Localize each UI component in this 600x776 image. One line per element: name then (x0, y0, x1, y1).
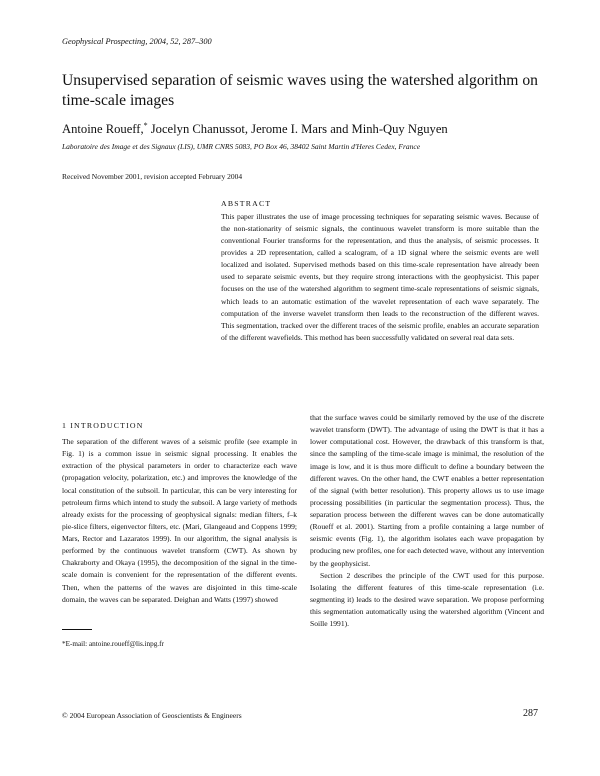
section-heading-introduction: 1 INTRODUCTION (62, 421, 144, 430)
abstract-heading: ABSTRACT (221, 199, 272, 208)
journal-citation: Geophysical Prospecting, 2004, 52, 287–300 (62, 37, 212, 46)
paper-title: Unsupervised separation of seismic waves using the watershed algorithm on time-scale images (62, 72, 538, 109)
other-authors: Jocelyn Chanussot, Jerome I. Mars and Minh-Quy Nguyen (147, 122, 448, 137)
page-number: 287 (523, 708, 538, 719)
author-list (62, 121, 448, 137)
affiliation: Laboratoire des Image et des Signaux (LIS), UMR CNRS 5083, PO Box 46, 38402 Saint Martin d'Heres Cedex, France (62, 142, 421, 151)
introduction-column-right (310, 412, 544, 630)
copyright-line: © 2004 European Association of Geoscientists & Engineers (62, 711, 242, 720)
received-dates: Received November 2001, revision accepted February 2004 (62, 172, 243, 181)
introduction-paragraph: Section 2 describes the principle of the CWT used for this purpose. Isolating the different features of this time-scale representation (i.e. segmenting it) leads to the desired wave separation. We propose performing this segmentation automatically using the watershed algorithm (Vincent and Soille 1991). (310, 570, 544, 629)
footnote-email: *E-mail: antoine.roueff@lis.inpg.fr (62, 640, 164, 648)
first-author: Antoine Roueff, (62, 122, 144, 137)
introduction-paragraph: that the surface waves could be similarly removed by the use of the discrete wavelet transform (DWT). The advantage of using the DWT is that it has a lower computational cost. However, the drawback of this transform is that, since the sampling of the time-scale image is minimal, the resolution of the image is low, and it is thus more difficult to define a boundary between the different waves. On the other hand, the CWT enables a better representation of the signal (with better resolution). This property allows us to use image processing possibilities (in particular the segmentation process). Thus, the separation process between the different waves can be done automatically (Roueff et al. 2001). Starting from a profile containing a large number of seismic events (Fig. 1), the algorithm isolates each wave propagation by producing new profiles, one for each detected wave, without any intervention by the geophysicist. (310, 413, 544, 568)
introduction-column-left: The separation of the different waves of a seismic profile (see example in Fig. 1) is a common issue in seismic signal processing. It enables the extraction of the physical parameters in order to characterize each wave (propagation velocity, polarization, etc.) and improves the knowledge of the local constitution of the subsoil. In particular, this can be very interesting for petroleum firms which intend to study the subsoil. A large variety of methods already exists for the processing of geophysical signals: median filters, f–k pie-slice filters, eigenvector filters, etc. (Mari, Glangeaud and Coppens 1999; Mars, Rector and Lazaratos 1999). In our algorithm, the signal analysis is performed by the continuous wavelet transform (CWT). As shown by Chakraborty and Okaya (1995), the decomposition of the signal in the time-scale domain is convenient for the representation of the different events. Then, when the patterns of the waves are disjointed in this time-scale domain, the waves can be separated. Deighan and Watts (1997) showed (62, 437, 297, 604)
corresponding-author-mark: * (143, 121, 148, 130)
abstract-body: This paper illustrates the use of image processing techniques for separating seismic waves. Because of the non-stationarity of seismic signals, the continuous wavelet transform is more suitable than the conventional Fourier transforms for the representation, and thus the analysis, of seismic processes. It provides a 2D representation, called a scalogram, of a 1D signal where the seismic events are well localized and isolated. Supervised methods based on this time-scale representation have already been used to separate seismic events, but they require strong interactions with the geophysicist. This paper focuses on the use of the watershed algorithm to segment time-scale representations of seismic signals, which leads to an automatic estimation of the wavelet representation of each wave separately. The computation of the inverse wavelet transform then leads to the reconstruction of the different waves. This segmentation, tracked over the different traces of the seismic profile, enables an accurate separation of the different wavefields. This method has been successfully validated on several real data sets. (221, 212, 539, 342)
footnote-rule (62, 629, 92, 630)
